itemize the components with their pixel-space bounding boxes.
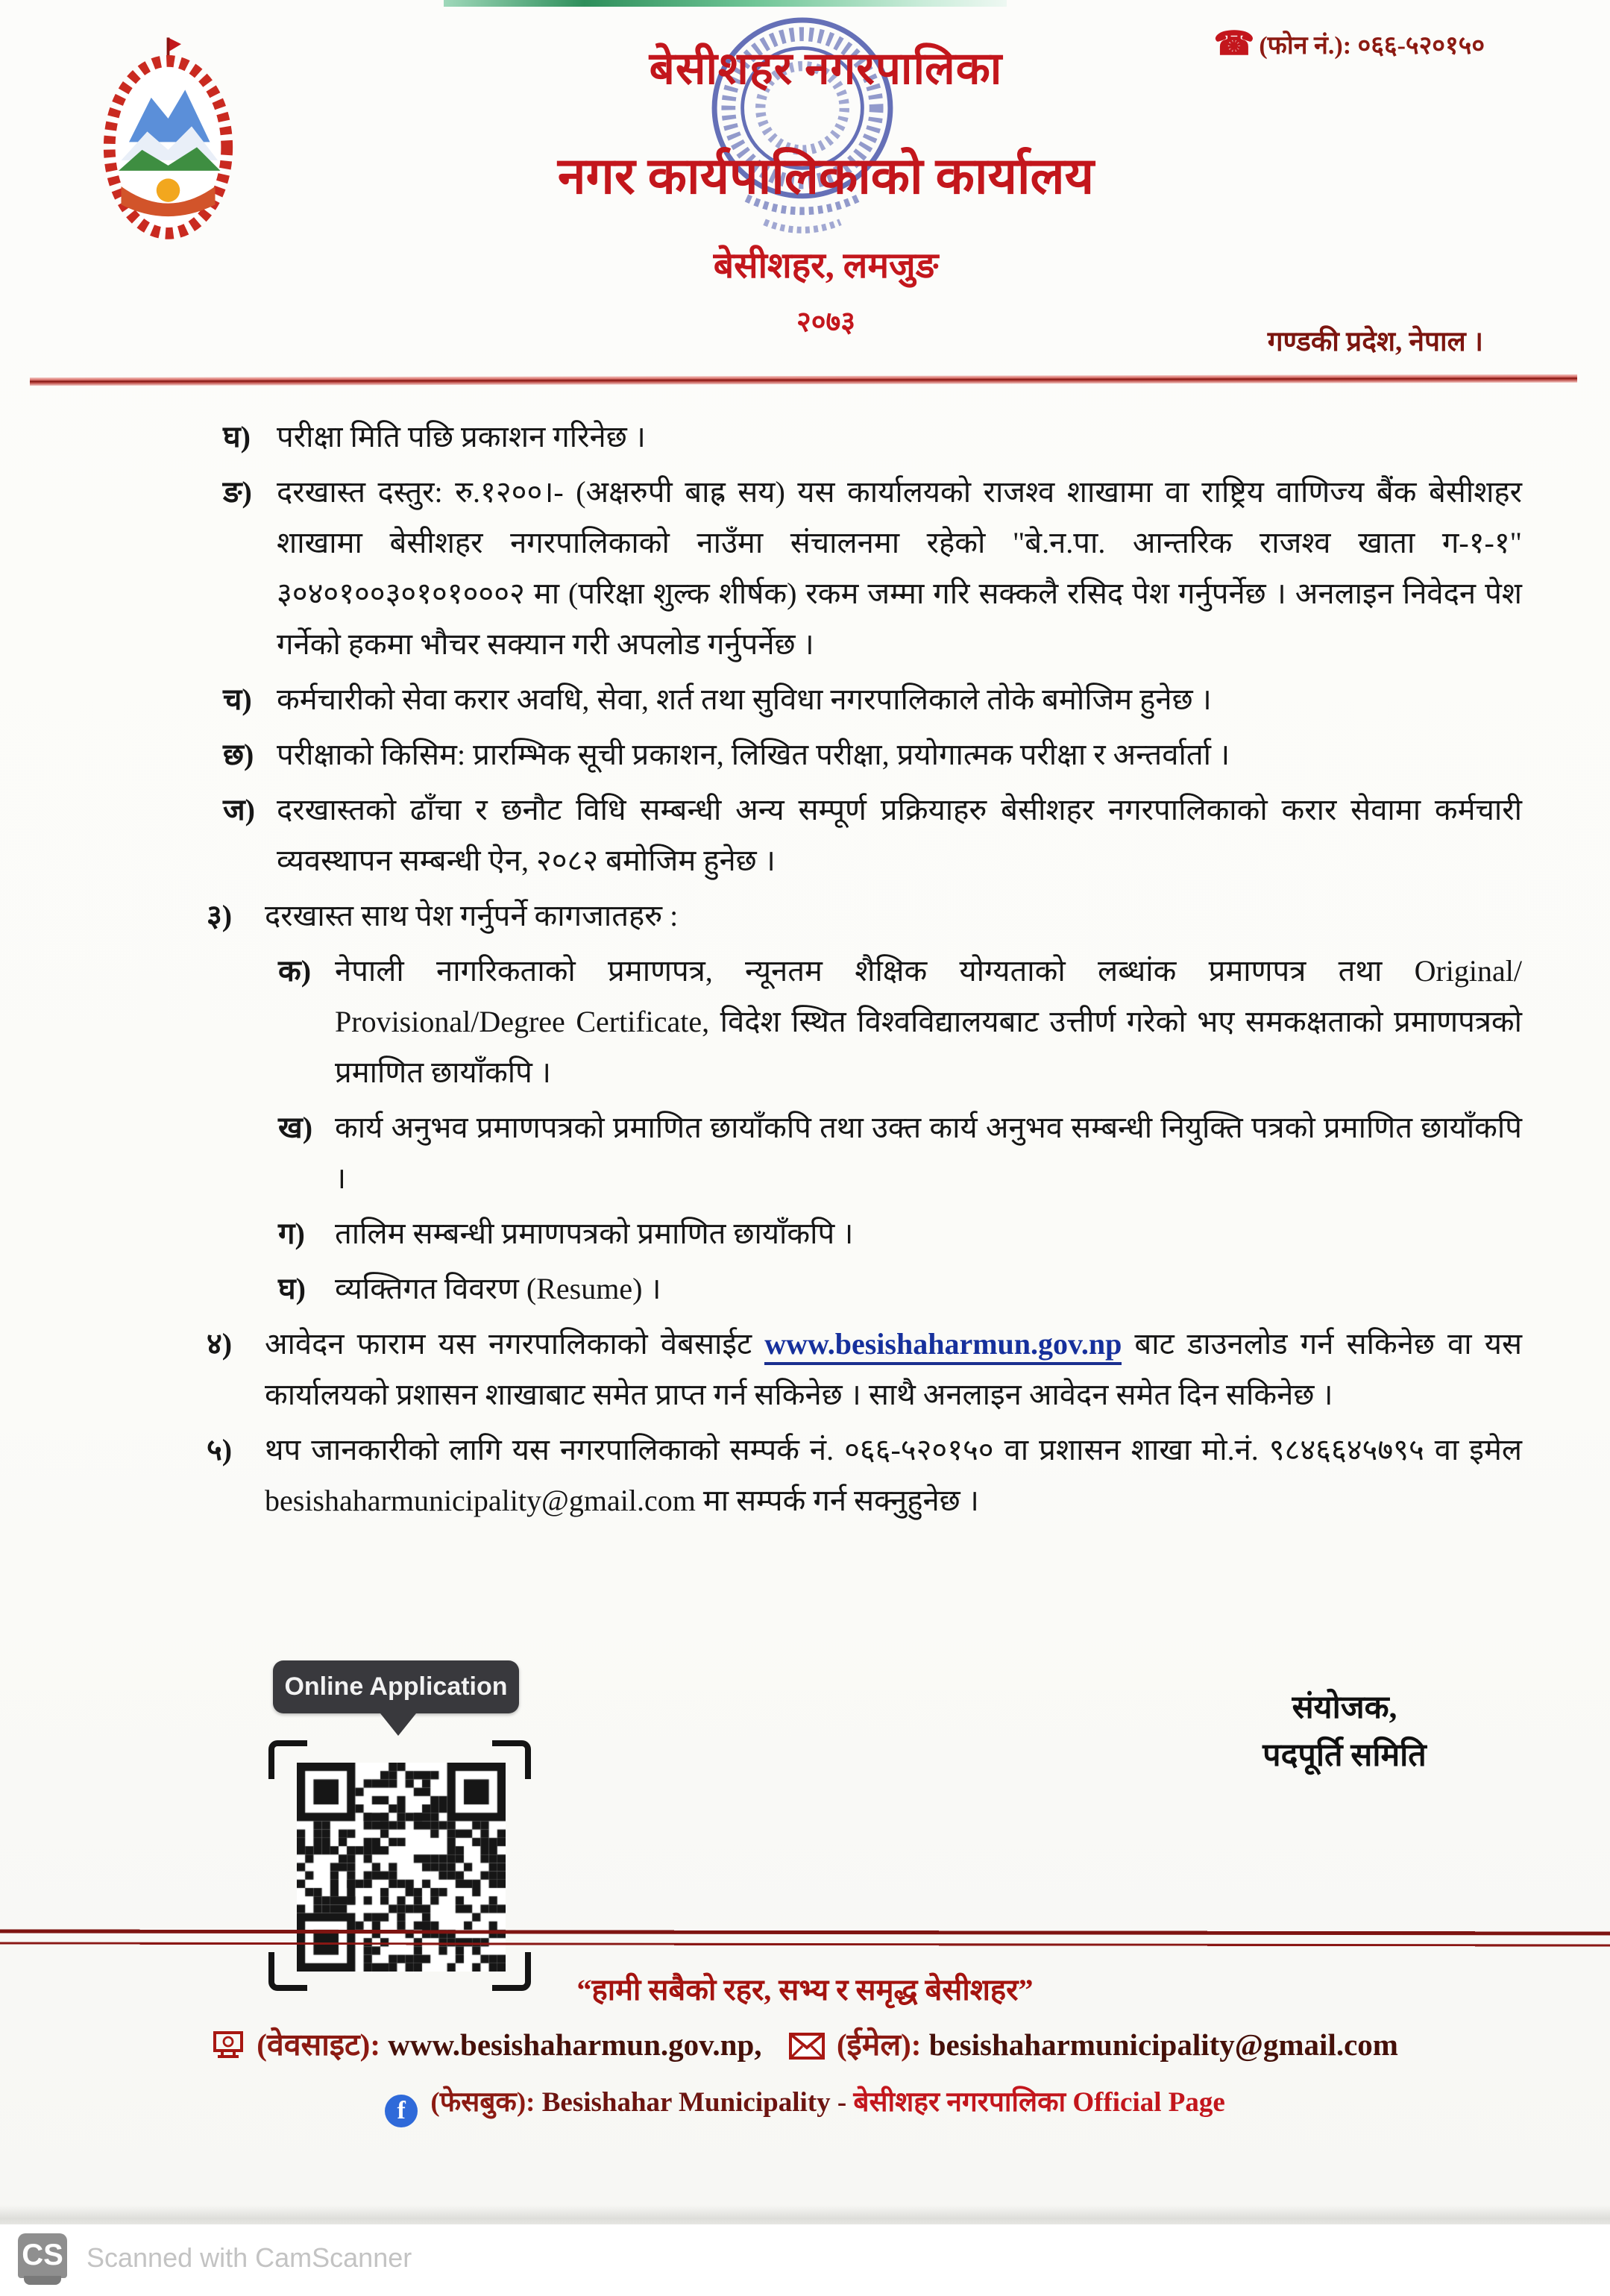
list-item xyxy=(123,674,1522,725)
facebook-label: (फेसबुक): xyxy=(430,2087,535,2118)
list-item xyxy=(123,1102,1522,1204)
facebook-icon: f xyxy=(385,2095,418,2127)
list-item xyxy=(123,467,1522,670)
list-item-text: व्यक्तिगत विवरण (Resume) । xyxy=(335,1272,661,1305)
scan-artifact-strip xyxy=(444,0,1007,7)
list-item xyxy=(123,412,1522,462)
municipality-name: बेसीशहर नगरपालिका xyxy=(649,44,1003,93)
email-icon xyxy=(789,2031,825,2067)
list-item-label: ङ) xyxy=(223,475,252,509)
footer-divider-line xyxy=(0,1929,1610,1946)
list-item xyxy=(123,946,1522,1098)
list-item-label: घ) xyxy=(223,420,251,454)
phone-number: (फोन नं.): ०६६-५२०१५० xyxy=(1259,32,1485,60)
numbered-item xyxy=(123,1425,1522,1526)
footer-slogan: “हामी सबैको रहर, सभ्य र समृद्ध बेसीशहर” xyxy=(576,1973,1034,2007)
website-link[interactable]: www.besishaharmun.gov.np xyxy=(764,1327,1122,1365)
website-icon xyxy=(212,2030,245,2067)
list-item xyxy=(123,730,1522,780)
list-item-label: क) xyxy=(278,954,312,988)
list-item-text: परीक्षाको किसिम: प्रारम्भिक सूची प्रकाशन, लिखित परीक्षा, प्रयोगात्मक परीक्षा र अन्तर्वार्ता । xyxy=(277,738,1230,771)
facebook-page-name: Besishahar Municipality - xyxy=(541,2087,847,2118)
qr-bubble-pointer xyxy=(380,1713,416,1736)
list-item-text: परीक्षा मिति पछि प्रकाशन गरिनेछ । xyxy=(277,420,646,454)
notice-body xyxy=(123,412,1522,1531)
list-item-label: घ) xyxy=(278,1272,306,1305)
header-province: गण्डकी प्रदेश, नेपाल । xyxy=(1267,327,1483,357)
list-item-label: ४) xyxy=(207,1327,233,1361)
list-item-text: कार्य अनुभव प्रमाणपत्रको प्रमाणित छायाँकपि तथा उक्त कार्य अनुभव सम्बन्धी नियुक्ति पत्रको प्रमाणित छायाँकपि । xyxy=(335,1111,1522,1195)
signature-committee: पदपूर्ति समिति xyxy=(1262,1738,1427,1773)
list-item-text-post: बाट डाउनलोड गर्न सकिनेछ वा यस कार्यालयको प्रशासन शाखाबाट समेत प्राप्त गर्न सकिनेछ । साथै अनलाइन आवेदन समेत दिन सकिनेछ । xyxy=(265,1327,1522,1411)
list-item-text xyxy=(265,1319,1522,1420)
header-year: २०७३ xyxy=(796,307,856,338)
email-value: besishaharmunicipality@gmail.com xyxy=(928,2027,1398,2062)
list-item-label: छ) xyxy=(223,738,254,771)
scan-page-edge-shadow xyxy=(0,2205,1610,2224)
footer-facebook-row xyxy=(0,2081,1610,2127)
list-item-text: नेपाली नागरिकताको प्रमाणपत्र, न्यूनतम शैक्षिक योग्यताको लब्धांक प्रमाणपत्र तथा Original/ Provisional/Degree Certificate, विदेश स्थित विश्वविद्यालयबाट उत्तीर्ण गरेको भए समकक्षताको प्रमाणपत्रको प्रमाणित छायाँकपि । xyxy=(335,954,1522,1089)
list-item-text: थप जानकारीको लागि यस नगरपालिकाको सम्पर्क नं. ०६६-५२०१५० वा प्रशासन शाखा मो.नं. ९८४६६४५७९५ वा इमेल besishaharmunicipality@gmail.com मा सम्पर्क गर्न सक्नुहुनेछ । xyxy=(265,1433,1522,1517)
camscanner-bar xyxy=(0,2224,1610,2296)
website-value: www.besishaharmun.gov.np, xyxy=(388,2027,762,2062)
list-item-label: ५) xyxy=(207,1433,233,1467)
list-item-text: दरखास्त दस्तुर: रु.१२००।- (अक्षरुपी बाह्र सय) यस कार्यालयको राजश्व शाखामा वा राष्ट्रिय वाणिज्य बैंक बेसीशहर शाखामा बेसीशहर नगरपालिकाको नाउँमा संचालनमा रहेको "बे.न.पा. आन्तरिक राजश्व खाता ग-१-१" ३०४०१००३०१०१०००२ मा (परिक्षा शुल्क शीर्षक) रकम जम्मा गरि सक्कलै रसिद पेश गर्नुपर्नेछ । अनलाइन निवेदन पेश गर्नेको हकमा भौचर सक्यान गरी अपलोड गर्नुपर्नेछ । xyxy=(277,475,1522,661)
list-item-label: ३) xyxy=(207,899,233,932)
list-item xyxy=(123,1208,1522,1259)
numbered-item xyxy=(123,891,1522,941)
list-item-text: दरखास्त साथ पेश गर्नुपर्ने कागजातहरु : xyxy=(265,899,679,932)
office-name: नगर कार्यपालिकाको कार्यालय xyxy=(557,148,1095,204)
signature-block xyxy=(1248,1684,1441,1780)
numbered-item xyxy=(123,1319,1522,1420)
camscanner-watermark-text: Scanned with CamScanner xyxy=(87,2242,412,2273)
facebook-page-suffix: Official Page xyxy=(1072,2087,1225,2118)
list-item-label: ज) xyxy=(223,793,256,827)
signature-title: संयोजक, xyxy=(1292,1690,1397,1725)
footer-contact-row xyxy=(0,2023,1610,2067)
qr-bubble-label: Online Application xyxy=(273,1660,519,1713)
list-item xyxy=(123,785,1522,886)
header-divider-line xyxy=(30,374,1577,386)
list-item-text: तालिम सम्बन्धी प्रमाणपत्रको प्रमाणित छायाँकपि । xyxy=(335,1217,854,1250)
list-item-label: ग) xyxy=(278,1217,305,1250)
website-label: (वेवसाइट): xyxy=(257,2027,380,2062)
list-item xyxy=(123,1264,1522,1314)
list-item-label: ख) xyxy=(278,1111,313,1144)
list-item-text: दरखास्तको ढाँचा र छनौट विधि सम्बन्धी अन्य सम्पूर्ण प्रक्रियाहरु बेसीशहर नगरपालिकाको करार सेवामा कर्मचारी व्यवस्थापन सम्बन्धी ऐन, २०८२ बमोजिम हुनेछ । xyxy=(277,793,1522,877)
list-item-text: कर्मचारीको सेवा करार अवधि, सेवा, शर्त तथा सुविधा नगरपालिकाले तोके बमोजिम हुनेछ । xyxy=(277,683,1212,716)
qr-code xyxy=(268,1740,531,1991)
email-label: (ईमेल): xyxy=(837,2027,922,2062)
camscanner-logo-icon: CS xyxy=(18,2233,67,2278)
list-item-text-pre: आवेदन फाराम यस नगरपालिकाको वेबसाईट xyxy=(265,1327,765,1361)
facebook-page-name-nepali: बेसीशहर नगरपालिका xyxy=(853,2087,1066,2118)
phone-icon: ☎ xyxy=(1213,25,1255,62)
list-item-label: च) xyxy=(223,683,252,716)
header-place: बेसीशहर, लमजुङ xyxy=(713,246,939,286)
